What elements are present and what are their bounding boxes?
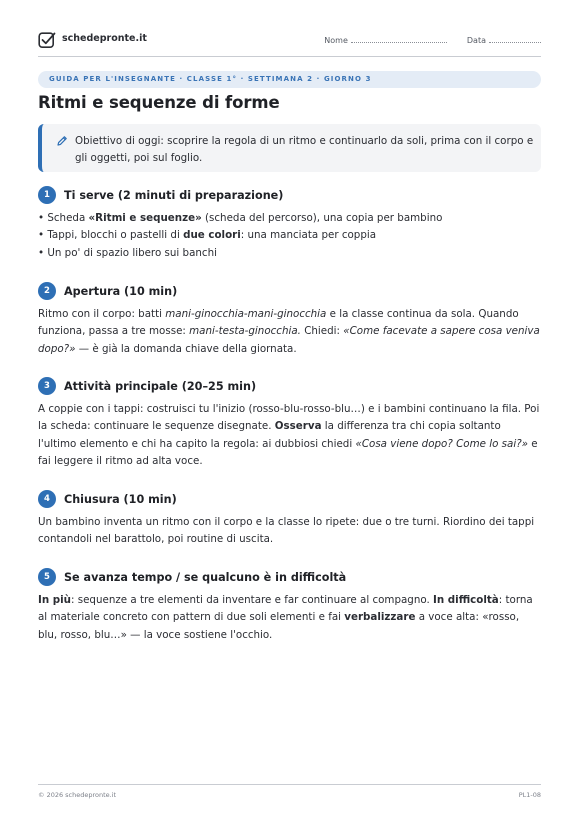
section-4-body: Un bambino inventa un ritmo con il corpo e la classe lo ripete: due o tre turni. Riordino dei tappi contandoli nel barattolo, poi routine di uscita. [38, 516, 535, 546]
page-header [38, 28, 541, 57]
name-date-fields [324, 34, 541, 45]
objective-text: Obiettivo di oggi: scoprire la regola di un ritmo e continuarlo da soli, prima con il corpo e gli oggetti, poi sul foglio. [75, 135, 534, 164]
section-number: 4 [38, 490, 56, 508]
brand [38, 31, 147, 49]
section-5-body: In più: sequenze a tre elementi da inventare e far continuare al compagno. In difficoltà: torna al materiale concreto con pattern di due soli elementi e fai verbalizzare a voce alta: «rosso, blu, rosso, blu…» — la voce sostiene l'occhio. [38, 594, 533, 641]
section-3-body: A coppie con i tappi: costruisci tu l'inizio (rosso-blu-rosso-blu…) e i bambini continuano la fila. Poi la scheda: continuare le sequenze disegnate. Osserva la differenza tra chi copia soltanto l'ultimo elemento e chi ha capito la regola: ai dubbiosi chiedi «Cosa viene dopo? Come lo sai?» e fai leggere il ritmo ad alta voce. [38, 403, 540, 467]
date-field[interactable] [489, 34, 541, 43]
objective-callout [38, 124, 541, 172]
list-item: • Tappi, blocchi o pastelli di due colori: una manciata per coppia [38, 229, 377, 242]
pencil-icon [56, 135, 68, 147]
name-field[interactable] [351, 34, 447, 43]
section-3-header [38, 377, 256, 395]
checkbox-icon [38, 31, 56, 49]
section-title: Ti serve (2 minuti di preparazione) [64, 188, 284, 202]
section-1-header [38, 186, 283, 204]
date-label: Data [466, 36, 486, 45]
page [38, 0, 541, 819]
section-title: Apertura (10 min) [64, 284, 178, 298]
section-1-body [38, 210, 541, 262]
section-number: 1 [38, 186, 56, 204]
banner-text: GUIDA PER L'INSEGNANTE · CLASSE 1° · SETTIMANA 2 · GIORNO 3 [49, 75, 372, 83]
list-item: • Scheda «Ritmi e sequenze» (scheda del percorso), una copia per bambino [38, 212, 443, 224]
page-footer [38, 784, 541, 799]
copyright: © 2026 schedepronte.it [38, 791, 117, 799]
name-label: Nome [324, 36, 348, 45]
section-number: 2 [38, 282, 56, 300]
section-number: 5 [38, 568, 56, 586]
list-item: • Un po' di spazio libero sui banchi [38, 246, 217, 259]
section-2-header [38, 282, 177, 300]
section-number: 3 [38, 377, 56, 395]
section-title: Chiusura (10 min) [64, 492, 177, 506]
guide-banner [38, 71, 541, 88]
section-5-header [38, 568, 346, 586]
section-4-header [38, 490, 177, 508]
page-title: Ritmi e sequenze di forme [38, 93, 280, 112]
section-title: Attività principale (20–25 min) [64, 379, 257, 393]
section-2-body: Ritmo con il corpo: batti mani-ginocchia-mani-ginocchia e la classe continua da sola. Quando funziona, passa a tre mosse: mani-testa-ginocchia. Chiedi: «Come facevate a sapere cosa veniva dopo?» — è già la domanda chiave della giornata. [38, 308, 540, 355]
page-code: PL1-08 [518, 791, 541, 799]
brand-name: schedepronte.it [62, 32, 147, 44]
section-title: Se avanza tempo / se qualcuno è in difficoltà [64, 570, 347, 584]
